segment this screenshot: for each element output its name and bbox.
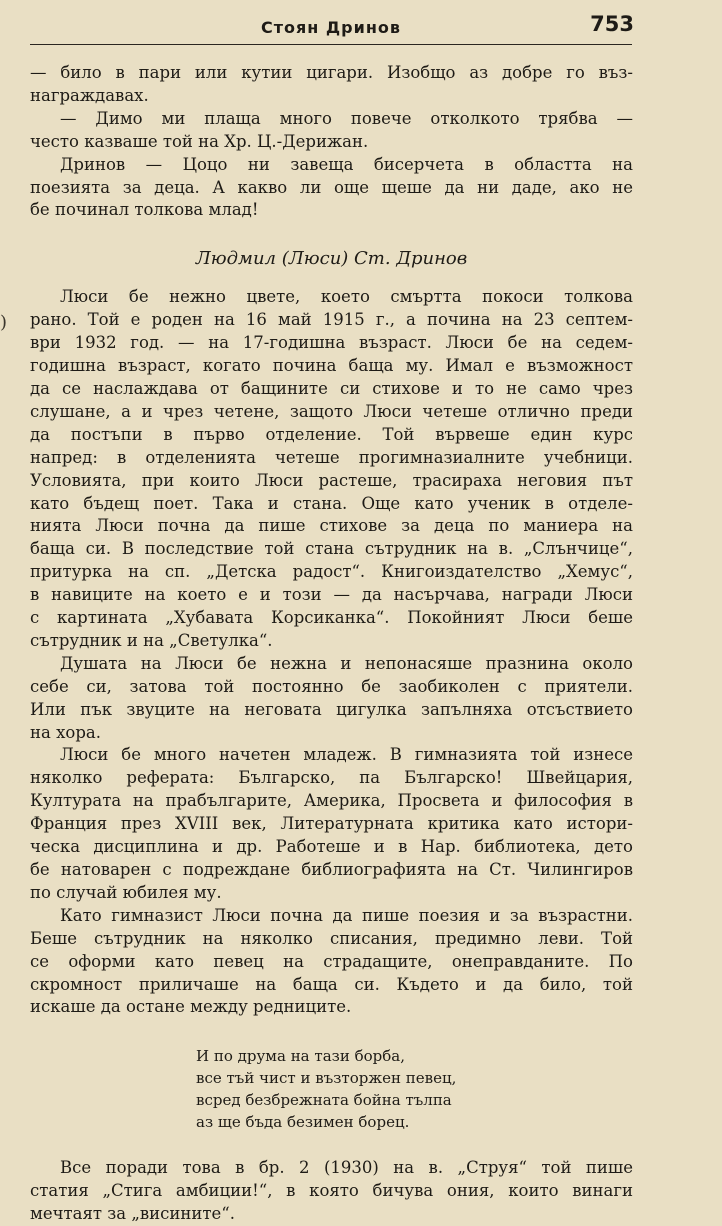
- page-number: 753: [590, 12, 634, 36]
- text-line: да постъпи в първо отделение. Той вървеше един курс: [30, 424, 633, 444]
- text-line: Културата на прабългарите, Америка, Просвета и философия в: [30, 791, 633, 811]
- text-line: напред: в отделенията четеше прогимназиалните учебници.: [30, 447, 633, 467]
- text-line: награждавах.: [30, 85, 149, 105]
- text-line: — било в пари или кутии цигари. Изобщо аз добре го въз-: [30, 63, 633, 82]
- text-line: като бъдещ поет. Така и стана. Още като ученик в отделе-: [30, 493, 633, 513]
- text-line: Или пък звуците на неговата цигулка запълняха отсъствието: [30, 699, 633, 719]
- text-line: слушане, а и чрез четене, защото Люси четеше отлично преди: [30, 401, 633, 421]
- text-line: баща си. В последствие той стана сътрудник на в. „Слънчице“,: [30, 539, 633, 559]
- text-line: Дринов — Цоцо ни завеща бисерчета в областта на: [60, 154, 633, 174]
- text-line: често казваше той на Хр. Ц.-Дерижан.: [30, 131, 369, 151]
- text-line: Франция през XVIII век, Литературната критика като истори-: [30, 814, 633, 834]
- text-line: се оформи като певец на страдащите, онеправданите. По: [30, 951, 633, 971]
- text-line: искаше да остане между редниците.: [30, 997, 352, 1017]
- text-line: Като гимназист Люси почна да пише поезия и за възрастни.: [60, 905, 633, 925]
- text-line: сътрудник и на „Светулка“.: [30, 630, 273, 650]
- section-heading: Людмил (Люси) Ст. Дринов: [195, 248, 468, 270]
- text-line: ческа дисциплина и др. Работеше и в Нар. библиотека, дето: [30, 837, 633, 857]
- text-line: мечтаят за „висините“.: [30, 1204, 235, 1224]
- text-line: Душата на Люси бе нежна и непонасяше празнина около: [60, 653, 633, 673]
- poem-line: всред безбрежната бойна тълпа: [196, 1091, 452, 1110]
- text-line: Условията, при които Люси растеше, трасираха неговия път: [30, 470, 633, 490]
- page-body: [30, 62, 633, 1226]
- running-header: [30, 12, 632, 45]
- intro-text: [30, 62, 633, 222]
- text-line: — Димо ми плаща много повече отколкото трябва —: [60, 108, 633, 128]
- running-title: Стоян Дринов: [261, 18, 401, 37]
- text-line: годишна възраст, когато почина баща му. Имал е възможност: [30, 356, 633, 376]
- text-line: рано. Той е роден на 16 май 1915 г., а почина на 23 септем-: [30, 310, 633, 330]
- text-line: Люси бе нежно цвете, което смъртта покоси толкова: [60, 287, 633, 307]
- text-line: Все поради това в бр. 2 (1930) на в. „Струя“ той пише: [60, 1158, 633, 1178]
- poem-line: все тъй чист и възторжен певец,: [196, 1069, 457, 1088]
- text-line: по случай юбилея му.: [30, 882, 222, 902]
- text-line: нията Люси почна да пише стихове за деца по маниера на: [30, 516, 633, 536]
- text-line: с картината „Хубавата Корсиканка“. Покойният Люси беше: [30, 608, 633, 628]
- poem-quote: [196, 1045, 633, 1133]
- text-line: статия „Стига амбиции!“, в която бичува ония, които винаги: [30, 1181, 633, 1201]
- text-line: бе натоварен с подреждане библиографията на Ст. Чилингиров: [30, 860, 633, 879]
- text-line: на хора.: [30, 722, 101, 742]
- margin-mark: ): [0, 312, 8, 333]
- text-line: поезията за деца. А какво ли още щеше да ни даде, ако не: [30, 177, 633, 197]
- text-line: да се наслаждава от бащините си стихове и то не само чрез: [30, 378, 633, 398]
- text-line: в навиците на което е и този — да насърчава, награди Люси: [30, 585, 633, 605]
- text-line: Люси бе много начетен младеж. В гимназията той изнесе: [60, 745, 633, 765]
- text-line: Беше сътрудник на няколко списания, предимно леви. Той: [30, 928, 633, 948]
- text-line: скромност приличаше на баща си. Където и да било, той: [30, 974, 633, 994]
- text-line: притурка на сп. „Детска радост“. Книгоиздателство „Хемус“,: [30, 562, 633, 582]
- text-line: бе починал толкова млад!: [30, 200, 259, 220]
- poem-line: аз ще бъда безимен борец.: [196, 1113, 410, 1132]
- text-line: себе си, затова той постоянно бе заобиколен с приятели.: [30, 676, 633, 696]
- closing-text: [30, 1157, 633, 1226]
- text-line: ври 1932 год. — на 17-годишна възраст. Люси бе на седем-: [30, 333, 633, 353]
- biography-text: [30, 286, 633, 1019]
- poem-line: И по друма на тази борба,: [196, 1047, 405, 1066]
- text-line: няколко реферата: Българско, па Българско! Швейцария,: [30, 768, 633, 788]
